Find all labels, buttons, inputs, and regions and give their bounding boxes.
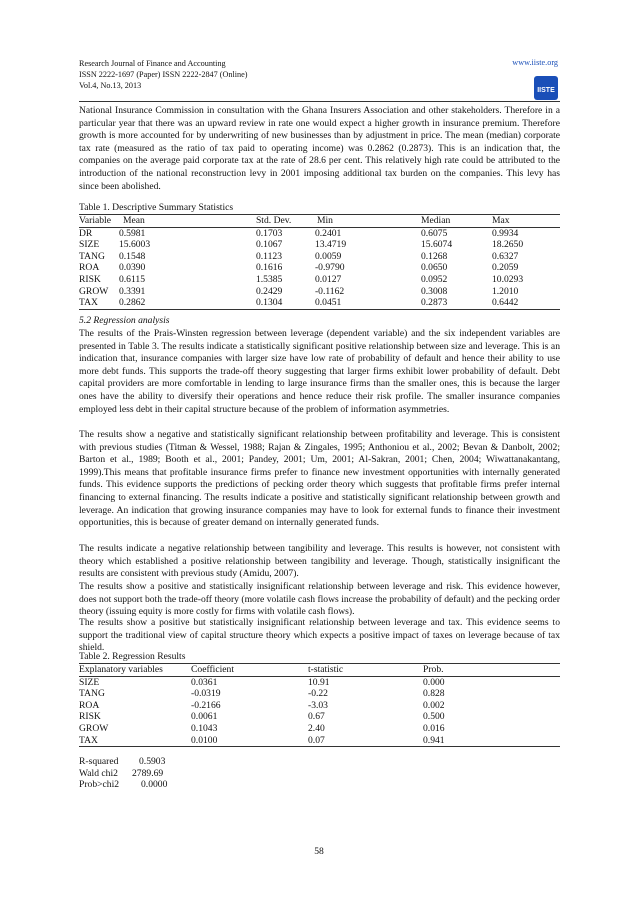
table-cell: 0.1123 <box>255 250 282 262</box>
col-header: Mean <box>111 215 256 228</box>
table-cell: 0.500 <box>423 711 445 723</box>
table-header-row <box>79 215 560 228</box>
table-cell: 0.6115 <box>118 273 145 285</box>
table-cell: 0.828 <box>423 688 445 700</box>
table-row <box>79 700 560 712</box>
table-cell: 0.2059 <box>491 262 519 274</box>
col-header: Max <box>492 215 560 228</box>
table-cell: RISK <box>79 273 101 285</box>
table-cell: ROA <box>79 262 100 274</box>
table-cell: 0.6075 <box>420 227 448 239</box>
stat-line <box>79 779 167 791</box>
table-cell: 13.4719 <box>314 239 347 251</box>
table2-caption: Table 2. Regression Results <box>79 651 186 662</box>
table-cell: 0.0061 <box>191 711 218 723</box>
stat-line <box>79 756 167 768</box>
table-cell: 0.1703 <box>255 227 283 239</box>
table-cell: 0.5981 <box>118 227 146 239</box>
table-cell: 10.91 <box>308 676 330 688</box>
stat-label: Prob>chi2 <box>79 779 120 791</box>
table-cell: 0.1067 <box>255 239 283 251</box>
table-cell: 1.5385 <box>255 273 283 285</box>
body-paragraph: The results indicate a negative relationship between tangibility and leverage. This results is however, not consistent with theory which established a positive relationship between tangibility and leverage. Though, statistically insignificant the results are consistent with previous study (Amidu, 2007). <box>79 543 560 580</box>
col-header: Std. Dev. <box>256 215 311 228</box>
table-cell: 0.002 <box>423 699 445 711</box>
descriptive-stats-table <box>79 214 560 310</box>
table-cell: 0.67 <box>308 711 325 723</box>
table-cell: SIZE <box>79 676 100 688</box>
regression-results-table <box>79 663 560 747</box>
table-cell: 0.2862 <box>111 297 256 309</box>
table-row <box>79 262 560 274</box>
table-cell: 15.6074 <box>420 239 453 251</box>
col-header: Coefficient <box>191 664 308 677</box>
table-cell: SIZE <box>79 239 100 251</box>
table-cell: 0.3008 <box>420 285 448 297</box>
table-cell: 0.0361 <box>191 676 218 688</box>
table-cell: -0.0319 <box>191 688 221 700</box>
table-cell: 0.0390 <box>118 262 146 274</box>
col-header: Prob. <box>423 664 560 677</box>
col-header: Min <box>311 215 421 228</box>
body-paragraph: The results show a negative and statistically significant relationship between profitability and leverage. This is consistent with previous studies (Titman & Wessel, 1988; Rajan & Zingales, 1995; Anthoniou et al., 2002; Bevan & Danbolt, 2002; Barton et al., 1989; Booth et al., 2001; Pandey, 2001; Um, 2001; Al-Sakran, 2001; Chen, 2004; Wiwattanakantang, 1999).This means that profitable insurance firms prefer to finance new investment opportunities with internally generated funds. This evidence supports the predictions of pecking order theory which suggests that profitable firms prefer internal financing to external financing. The results indicate a positive and statistically significant relationship between growth and leverage. An indication that growing insurance companies may have to look for external funds to finance their investment opportunities, this is because of greater demand on internally generated funds. <box>79 429 560 529</box>
stat-line <box>79 768 167 780</box>
table-cell: 0.0952 <box>420 273 448 285</box>
table-cell: 0.6442 <box>492 297 560 309</box>
table-cell: 2.40 <box>308 722 325 734</box>
table-cell: 0.3391 <box>118 285 146 297</box>
table-cell: GROW <box>79 285 109 297</box>
table-cell: 0.0127 <box>314 273 342 285</box>
journal-url-link[interactable]: www.iiste.org <box>512 58 558 67</box>
table-row <box>79 735 560 747</box>
table-cell: 0.2429 <box>255 285 283 297</box>
intro-paragraph: National Insurance Commission in consultation with the Ghana Insurers Association and other stakeholders. Therefore in a particular year that there was an upward review in rate one would expect a higher growth in insurance premium. Therefore growth is more accounted for by underwriting of new businesses than by adjustment in price. The mean (median) corporate tax rate (measured as the ratio of tax paid to operating income) was 0.2862 (0.2873). This is an indication that, the companies on the average paid corporate tax at the rate of 28.6 per cent. This relatively high rate could be attributed to the introduction of the national reconstruction levy in 2001 imposing additional tax burden on the companies. This levy has since been abolished. <box>79 105 560 192</box>
table-row <box>79 723 560 735</box>
table-cell: RISK <box>79 711 101 723</box>
stat-value: 0.0000 <box>141 779 168 791</box>
table-cell: 0.0451 <box>311 297 421 309</box>
table-cell: -0.22 <box>308 688 328 700</box>
table-cell: 10.0293 <box>491 273 524 285</box>
table-row <box>79 676 560 688</box>
table-row <box>79 286 560 298</box>
table-row <box>79 688 560 700</box>
iiste-logo <box>532 74 560 102</box>
table-row <box>79 711 560 723</box>
table-cell: -0.2166 <box>191 699 221 711</box>
table1-caption: Table 1. Descriptive Summary Statistics <box>79 202 234 213</box>
table-header-row <box>79 664 560 677</box>
table-cell: DR <box>79 227 93 239</box>
header-rule <box>79 101 560 102</box>
col-header: Median <box>421 215 492 228</box>
table-cell: TANG <box>79 688 105 700</box>
table-cell: 15.6003 <box>118 239 151 251</box>
body-paragraph: The results show a positive and statistically insignificant relationship between leverage and risk. This evidence however, does not support both the trade-off theory (more volatile cash flows increase the probability of default) and the pecking order theory (issuing equity is more costly for firms with volatile cash flows). <box>79 581 560 618</box>
table-cell: 0.1548 <box>118 250 146 262</box>
journal-title: Research Journal of Finance and Accounting <box>79 59 226 68</box>
table-cell: 0.2401 <box>314 227 342 239</box>
stat-value: 2789.69 <box>132 767 164 779</box>
table-cell: TANG <box>79 250 105 262</box>
table-cell: GROW <box>79 722 109 734</box>
issn-line: ISSN 2222-1697 (Paper) ISSN 2222-2847 (Online) <box>79 70 248 79</box>
table-cell: -0.9790 <box>314 262 345 274</box>
table-cell: 0.1043 <box>191 722 218 734</box>
body-paragraph: The results of the Prais-Winsten regression between leverage (dependent variable) and the six independent variables are presented in Table 3. The results indicate a statistically significant positive relationship between size and leverage. This is an indication that, insurance companies with larger size have low rate of probability of default and hence their ability to use more debt funds. This supports the trade-off theory suggesting that larger firms exhibit lower probability of default. Debt capital providers are more comfortable in lending to large insurance firms than the smaller ones, this is because the larger ones have the ability to diversify their operations and hence reduce their risk profile. The smaller insurance companies employed less debt in their capital structure because of the problem of information asymmetries. <box>79 328 560 415</box>
table-row <box>79 251 560 263</box>
section-heading: 5.2 Regression analysis <box>79 315 170 326</box>
table-cell: 0.941 <box>423 735 560 747</box>
stat-value: 0.5903 <box>139 756 166 767</box>
stat-label: R-squared <box>79 756 119 767</box>
col-header: Variable <box>79 215 111 226</box>
table-cell: -0.1162 <box>314 285 345 297</box>
page-number: 58 <box>314 846 324 857</box>
table-cell: 0.0650 <box>420 262 448 274</box>
table-cell: 0.07 <box>308 735 423 747</box>
table-cell: 0.1268 <box>420 250 448 262</box>
table-cell: -3.03 <box>308 699 328 711</box>
logo-text: IISTE <box>537 87 555 94</box>
table-cell: 0.2873 <box>421 297 492 309</box>
stat-label: Wald chi2 <box>79 767 118 779</box>
table-cell: TAX <box>79 297 111 309</box>
table-cell: 0.016 <box>423 722 445 734</box>
table-row <box>79 274 560 286</box>
table-row <box>79 239 560 251</box>
body-paragraph: The results show a positive but statistically insignificant relationship between leverage and tax. This evidence seems to support the traditional view of capital structure theory which expects a positive impact of taxes on leverage because of tax shield. <box>79 617 560 654</box>
table-cell: 0.1304 <box>256 297 311 309</box>
table-cell: 18.2650 <box>491 239 524 251</box>
table-cell: 1.2010 <box>491 285 519 297</box>
table-cell: 0.000 <box>423 676 445 688</box>
table-row <box>79 227 560 239</box>
table-cell: 0.1616 <box>255 262 283 274</box>
table-cell: 0.9934 <box>491 227 519 239</box>
table-cell: TAX <box>79 735 191 747</box>
table-cell: 0.0059 <box>314 250 342 262</box>
col-header: Explanatory variables <box>79 664 191 677</box>
table-cell: ROA <box>79 699 100 711</box>
table-cell: 0.6327 <box>491 250 519 262</box>
table-row <box>79 297 560 309</box>
volume-line: Vol.4, No.13, 2013 <box>79 81 142 90</box>
fit-statistics <box>79 756 167 791</box>
col-header: t-statistic <box>308 664 423 677</box>
table-cell: 0.0100 <box>191 735 308 747</box>
